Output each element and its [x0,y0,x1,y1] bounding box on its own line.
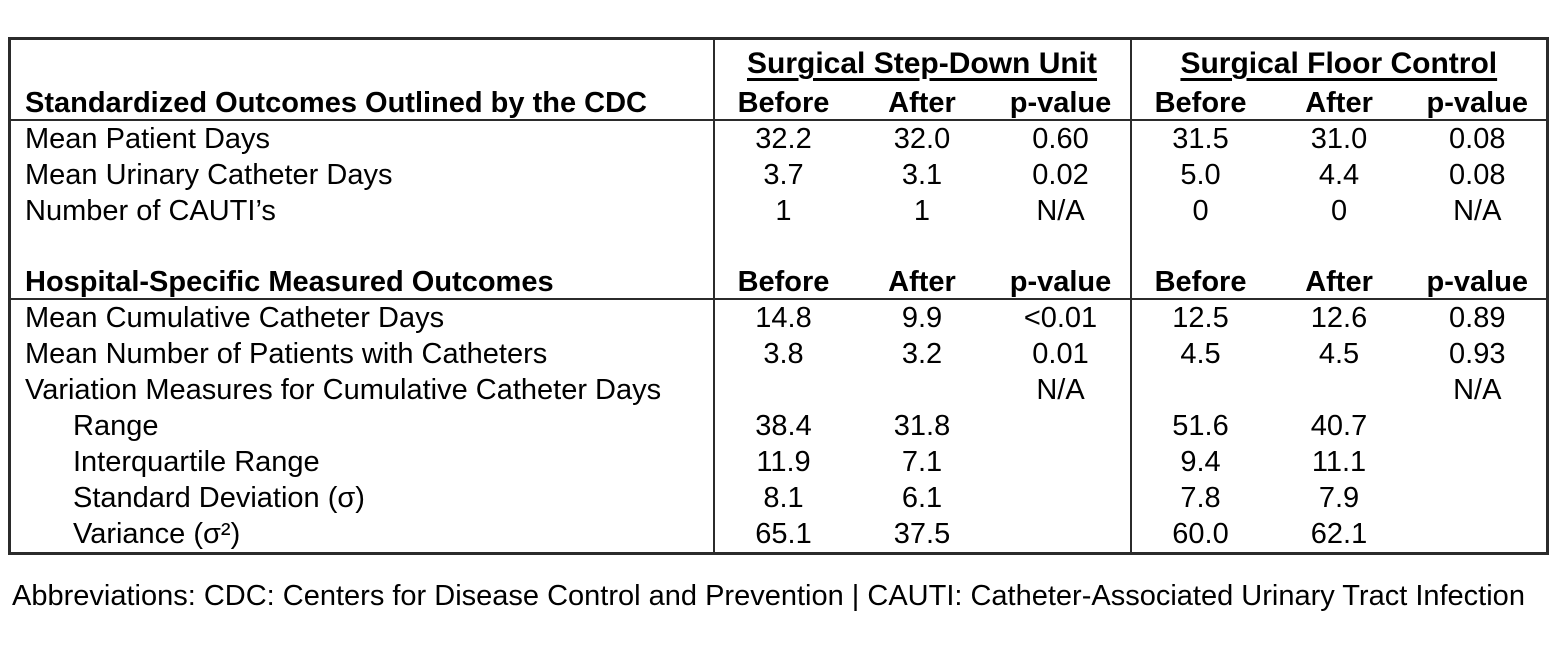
value-cell [992,444,1131,480]
col-header-pvalue: p-value [1409,267,1548,299]
col-header-pvalue: p-value [992,88,1131,120]
group-header-step-down [714,39,1131,89]
group-title: Surgical Floor Control [1180,47,1498,80]
value-cell [1409,444,1548,480]
value-cell: 8.1 [714,480,853,516]
value-cell: 4.4 [1318,159,1360,191]
value-cell: 0 [1131,193,1270,229]
value-cell: 3.8 [714,336,853,372]
row-label: Variance (σ²) [73,518,241,550]
col-header-after: After [1270,267,1409,299]
corner-cell [10,39,714,89]
table-row [10,336,1548,372]
value-cell: 0.02 [1032,159,1089,191]
value-cell: 0.93 [1449,338,1506,370]
col-header-after: After [1270,88,1409,120]
value-cell: 0.89 [1449,302,1506,334]
group-header-row [10,39,1548,89]
col-header-before: Before [714,88,853,120]
value-cell: N/A [1036,374,1085,406]
value-cell: 5.0 [1131,157,1270,193]
abbreviations-footnote: Abbreviations: CDC: Centers for Disease Control and Prevention | CAUTI: Catheter-Associated Urinary Tract Infection [12,580,1525,612]
table-row [10,120,1548,157]
value-cell: 37.5 [893,518,951,550]
row-label: Standard Deviation (σ) [73,482,365,514]
col-header-pvalue: p-value [992,267,1131,299]
spacer-row [10,229,1548,267]
value-cell [1270,372,1409,408]
value-cell: 3.1 [901,159,943,191]
table-row [10,193,1548,229]
value-cell: 7.1 [901,446,943,478]
table-row [10,480,1548,516]
value-cell: N/A [1036,195,1085,227]
value-cell [1131,372,1270,408]
col-header-before: Before [1131,267,1270,299]
value-cell: 0.60 [1032,123,1089,155]
value-cell: 51.6 [1131,408,1270,444]
table-row [10,408,1548,444]
value-cell: 60.0 [1131,516,1270,554]
value-cell: 9.4 [1131,444,1270,480]
col-header-pvalue: p-value [1409,88,1548,120]
section2-header-row [10,267,1548,299]
value-cell: 32.2 [714,120,853,157]
value-cell: 4.5 [1318,338,1360,370]
value-cell: 12.5 [1131,299,1270,336]
col-header-before: Before [714,267,853,299]
value-cell [714,372,853,408]
table-row [10,372,1548,408]
col-header-after: After [853,267,992,299]
value-cell: 12.6 [1310,302,1368,334]
value-cell: <0.01 [1023,302,1098,334]
value-cell [992,408,1131,444]
row-label: Number of CAUTI’s [25,195,276,227]
value-cell: 0.08 [1449,159,1506,191]
section-title-standardized: Standardized Outcomes Outlined by the CDC [10,88,714,120]
value-cell: 32.0 [893,123,951,155]
value-cell [1409,516,1548,554]
row-label: Mean Urinary Catheter Days [25,159,393,191]
row-label: Range [73,410,159,442]
value-cell: 0 [1330,195,1348,227]
value-cell: 3.7 [714,157,853,193]
col-header-before: Before [1131,88,1270,120]
table-row [10,299,1548,336]
value-cell: 11.1 [1311,446,1367,478]
value-cell: 1 [714,193,853,229]
value-cell: 4.5 [1131,336,1270,372]
table-row [10,444,1548,480]
value-cell: 1 [913,195,931,227]
section-title-hospital: Hospital-Specific Measured Outcomes [10,267,714,299]
value-cell: 62.1 [1310,518,1368,550]
value-cell: 3.2 [901,338,943,370]
value-cell: N/A [1453,195,1502,227]
row-label: Variation Measures for Cumulative Catheter Days [25,374,662,406]
value-cell: 0.01 [1032,338,1089,370]
value-cell: 31.8 [893,410,951,442]
value-cell [1409,408,1548,444]
group-title: Surgical Step-Down Unit [747,47,1098,80]
section1-header-row [10,88,1548,120]
value-cell: 0.08 [1449,123,1506,155]
row-label: Mean Cumulative Catheter Days [25,302,445,334]
value-cell: 65.1 [714,516,853,554]
value-cell: 11.9 [714,444,853,480]
table-row [10,157,1548,193]
value-cell [992,516,1131,554]
value-cell: 7.9 [1318,482,1360,514]
row-label: Interquartile Range [73,446,320,478]
value-cell: 31.5 [1131,120,1270,157]
group-header-floor-control [1131,39,1548,89]
value-cell [1409,480,1548,516]
value-cell: 40.7 [1310,410,1368,442]
col-header-after: After [853,88,992,120]
value-cell: 9.9 [901,302,943,334]
value-cell: 7.8 [1131,480,1270,516]
value-cell: 14.8 [714,299,853,336]
row-label: Mean Number of Patients with Catheters [25,338,548,370]
value-cell [853,372,992,408]
value-cell: 31.0 [1310,123,1368,155]
outcomes-table [8,37,1549,555]
value-cell: N/A [1453,374,1502,406]
value-cell [992,480,1131,516]
table-row [10,516,1548,554]
row-label: Mean Patient Days [25,123,271,155]
value-cell: 38.4 [714,408,853,444]
value-cell: 6.1 [901,482,943,514]
